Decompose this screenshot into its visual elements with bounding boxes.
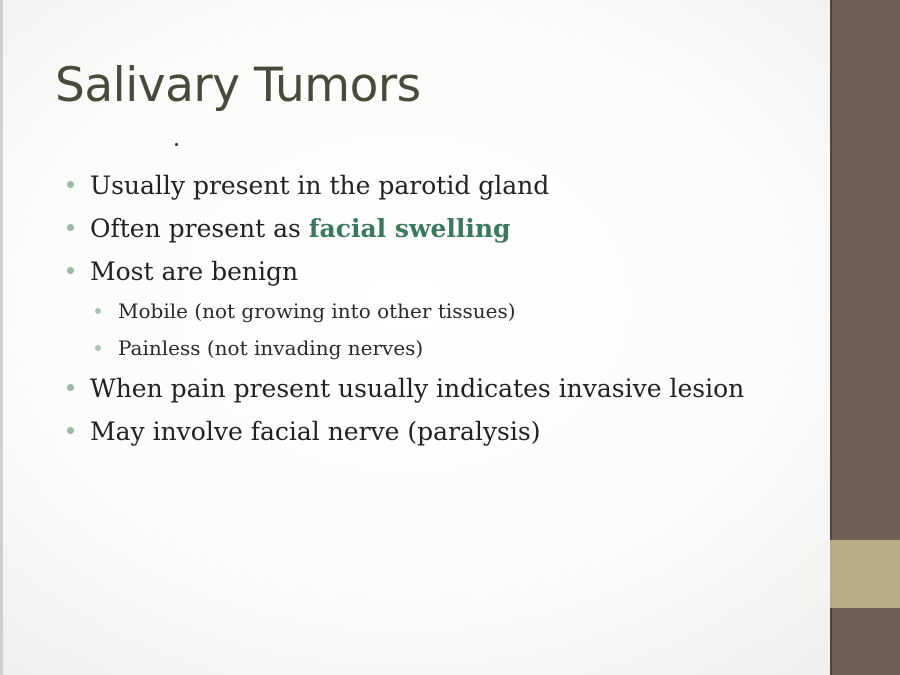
bullet-item — [66, 367, 816, 410]
bullet-item — [66, 250, 816, 293]
bullet-emphasis: facial swelling — [308, 214, 511, 243]
sub-bullet-text: Mobile (not growing into other tissues) — [118, 299, 516, 323]
decorative-side-bar — [830, 0, 900, 675]
sub-bullet-item — [94, 293, 816, 330]
bullet-list — [66, 164, 816, 453]
bullet-text: When pain present usually indicates invasive lesion — [90, 374, 745, 403]
sub-bullet-text: Painless (not invading nerves) — [118, 336, 424, 360]
slide-title: Salivary Tumors — [55, 58, 421, 113]
stray-dot — [175, 143, 178, 146]
sub-bullet-item — [94, 330, 816, 367]
bullet-text: May involve facial nerve (paralysis) — [90, 417, 541, 446]
bullet-item — [66, 164, 816, 207]
slide-left-edge — [0, 0, 3, 675]
bullet-text: Often present as — [90, 214, 309, 243]
bullet-text: Usually present in the parotid gland — [90, 171, 550, 200]
side-bar-accent-block — [830, 540, 900, 608]
bullet-item — [66, 207, 816, 250]
bullet-text: Most are benign — [90, 257, 299, 286]
bullet-item — [66, 410, 816, 453]
